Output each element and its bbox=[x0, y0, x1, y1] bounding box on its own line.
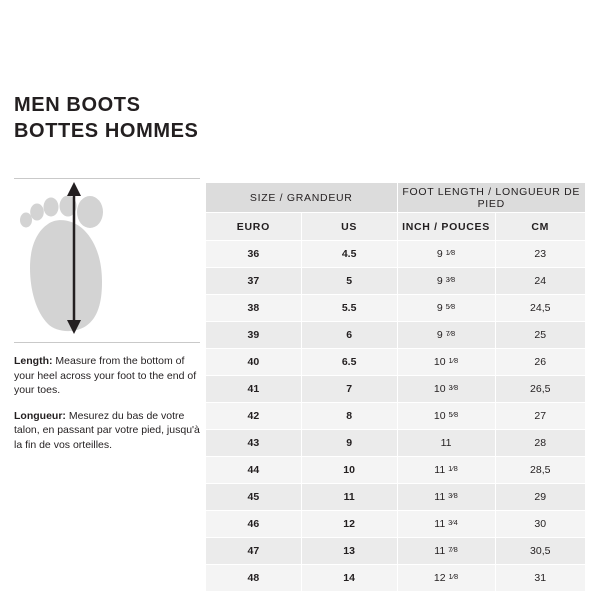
cell-euro: 47 bbox=[206, 538, 302, 565]
table-row bbox=[206, 268, 586, 295]
cell-cm: 26,5 bbox=[495, 376, 585, 403]
table-row bbox=[206, 349, 586, 376]
cell-cm: 27 bbox=[495, 403, 585, 430]
table-row bbox=[206, 538, 586, 565]
divider-top bbox=[14, 178, 200, 179]
table-row bbox=[206, 565, 586, 592]
size-table-body bbox=[206, 241, 586, 592]
cell-cm: 29 bbox=[495, 484, 585, 511]
cell-cm: 30,5 bbox=[495, 538, 585, 565]
table-column-header-row bbox=[206, 213, 586, 241]
cell-inch: 9 7⁄8 bbox=[397, 322, 495, 349]
column-header-us: US bbox=[301, 213, 397, 241]
cell-cm: 24,5 bbox=[495, 295, 585, 322]
cell-euro: 37 bbox=[206, 268, 302, 295]
note-french bbox=[14, 409, 200, 453]
table-row bbox=[206, 322, 586, 349]
cell-us: 4.5 bbox=[301, 241, 397, 268]
cell-inch: 11 3⁄4 bbox=[397, 511, 495, 538]
measurement-notes bbox=[14, 354, 200, 452]
cell-us: 12 bbox=[301, 511, 397, 538]
cell-us: 5 bbox=[301, 268, 397, 295]
cell-euro: 48 bbox=[206, 565, 302, 592]
cell-cm: 25 bbox=[495, 322, 585, 349]
cell-euro: 42 bbox=[206, 403, 302, 430]
note-english bbox=[14, 354, 200, 398]
cell-us: 14 bbox=[301, 565, 397, 592]
cell-cm: 28 bbox=[495, 430, 585, 457]
table-row bbox=[206, 484, 586, 511]
group-header-foot-length: FOOT LENGTH / LONGUEUR DE PIED bbox=[397, 183, 586, 213]
cell-euro: 46 bbox=[206, 511, 302, 538]
column-header-euro: EURO bbox=[206, 213, 302, 241]
cell-cm: 28,5 bbox=[495, 457, 585, 484]
cell-inch: 11 3⁄8 bbox=[397, 484, 495, 511]
table-row bbox=[206, 295, 586, 322]
cell-inch: 11 1⁄8 bbox=[397, 457, 495, 484]
note-french-label: Longueur: bbox=[14, 409, 66, 422]
cell-us: 9 bbox=[301, 430, 397, 457]
page-title-fr: BOTTES HOMMES bbox=[14, 120, 199, 142]
foot-illustration bbox=[14, 178, 200, 343]
page-title-en: MEN BOOTS bbox=[14, 94, 141, 116]
cell-euro: 39 bbox=[206, 322, 302, 349]
cell-euro: 36 bbox=[206, 241, 302, 268]
table-row bbox=[206, 376, 586, 403]
cell-cm: 30 bbox=[495, 511, 585, 538]
cell-cm: 24 bbox=[495, 268, 585, 295]
table-row bbox=[206, 457, 586, 484]
column-header-cm: CM bbox=[495, 213, 585, 241]
page-title bbox=[14, 92, 198, 144]
cell-us: 7 bbox=[301, 376, 397, 403]
cell-us: 6.5 bbox=[301, 349, 397, 376]
cell-euro: 41 bbox=[206, 376, 302, 403]
note-english-text: Measure from the bottom of your heel across your foot to the end of your toes. bbox=[14, 355, 197, 396]
cell-euro: 38 bbox=[206, 295, 302, 322]
cell-us: 13 bbox=[301, 538, 397, 565]
group-header-size: SIZE / GRANDEUR bbox=[206, 183, 398, 213]
table-row bbox=[206, 430, 586, 457]
cell-euro: 43 bbox=[206, 430, 302, 457]
cell-euro: 40 bbox=[206, 349, 302, 376]
measurement-guide bbox=[14, 178, 200, 463]
cell-us: 6 bbox=[301, 322, 397, 349]
table-group-header-row bbox=[206, 183, 586, 213]
size-table-container bbox=[205, 182, 586, 592]
cell-us: 8 bbox=[301, 403, 397, 430]
size-table bbox=[205, 182, 586, 592]
cell-euro: 44 bbox=[206, 457, 302, 484]
divider-bottom bbox=[14, 342, 200, 343]
cell-inch: 11 bbox=[397, 430, 495, 457]
cell-inch: 10 5⁄8 bbox=[397, 403, 495, 430]
note-english-label: Length: bbox=[14, 355, 53, 367]
cell-euro: 45 bbox=[206, 484, 302, 511]
cell-cm: 26 bbox=[495, 349, 585, 376]
column-header-inch: INCH / POUCES bbox=[397, 213, 495, 241]
cell-inch: 10 3⁄8 bbox=[397, 376, 495, 403]
cell-inch: 10 1⁄8 bbox=[397, 349, 495, 376]
cell-inch: 9 3⁄8 bbox=[397, 268, 495, 295]
cell-us: 5.5 bbox=[301, 295, 397, 322]
cell-cm: 31 bbox=[495, 565, 585, 592]
cell-us: 11 bbox=[301, 484, 397, 511]
double-arrow-vertical-icon bbox=[62, 182, 86, 334]
cell-inch: 12 1⁄8 bbox=[397, 565, 495, 592]
cell-inch: 9 5⁄8 bbox=[397, 295, 495, 322]
table-row bbox=[206, 511, 586, 538]
cell-us: 10 bbox=[301, 457, 397, 484]
table-row bbox=[206, 403, 586, 430]
note-french-text: Mesurez du bas de votre talon, en passant par votre pied, jusqu'à la fin de vos orteilles. bbox=[14, 409, 200, 451]
table-row bbox=[206, 241, 586, 268]
cell-cm: 23 bbox=[495, 241, 585, 268]
cell-inch: 11 7⁄8 bbox=[397, 538, 495, 565]
cell-inch: 9 1⁄8 bbox=[397, 241, 495, 268]
